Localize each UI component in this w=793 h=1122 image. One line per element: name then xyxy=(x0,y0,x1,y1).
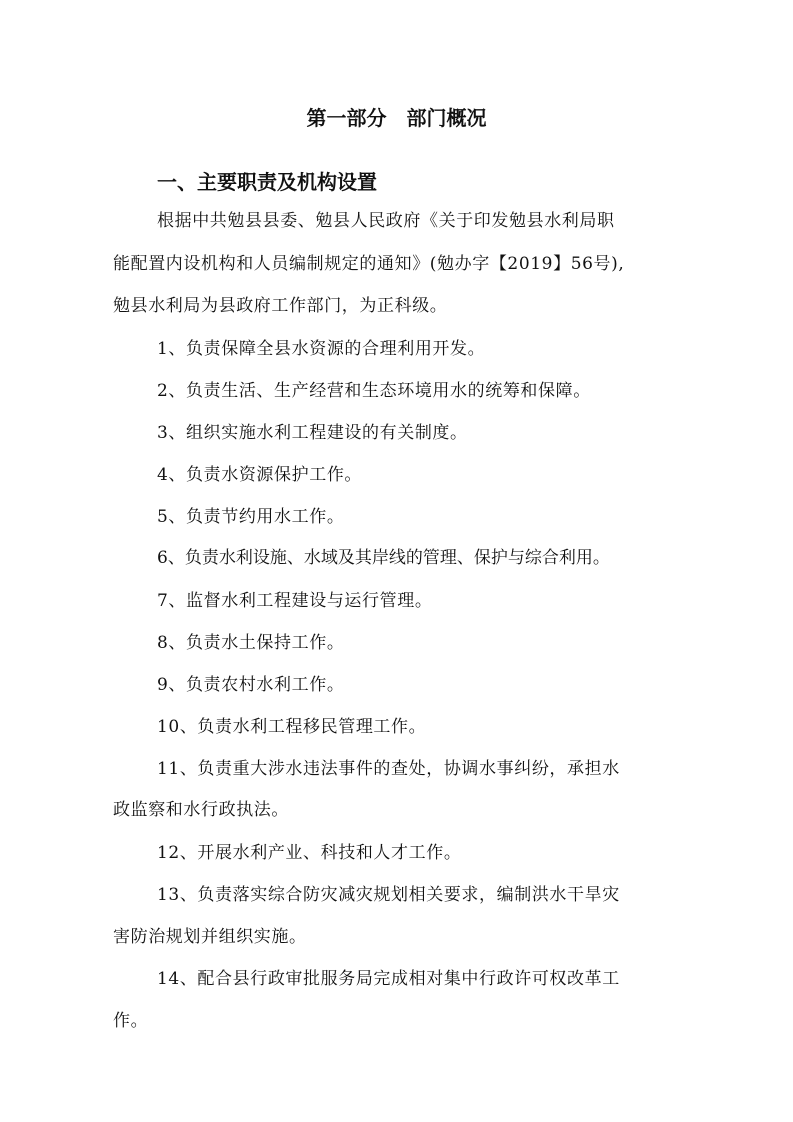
duty-item-5: 5、负责节约用水工作。 xyxy=(157,507,345,527)
duty-item-9: 9、负责农村水利工作。 xyxy=(157,675,345,695)
duty-item-14-continuation: 作。 xyxy=(113,1011,149,1031)
duty-item-1: 1、负责保障全县水资源的合理利用开发。 xyxy=(157,339,486,359)
page-title: 第一部分 部门概况 xyxy=(306,106,487,130)
duty-item-12: 12、开展水利产业、科技和人才工作。 xyxy=(157,843,462,863)
duty-item-2: 2、负责生活、生产经营和生态环境用水的统筹和保障。 xyxy=(157,381,591,401)
duty-item-6: 6、负责水利设施、水域及其岸线的管理、保护与综合利用。 xyxy=(157,548,610,568)
duty-item-11: 11、负责重大涉水违法事件的查处，协调水事纠纷，承担水 xyxy=(157,759,620,779)
duty-item-13: 13、负责落实综合防灾减灾规划相关要求，编制洪水干旱灾 xyxy=(157,885,620,905)
duty-item-13-continuation: 害防治规划并组织实施。 xyxy=(113,927,307,947)
duty-item-8: 8、负责水土保持工作。 xyxy=(157,633,345,653)
duty-item-10: 10、负责水利工程移民管理工作。 xyxy=(157,717,427,737)
intro-line: 能配置内设机构和人员编制规定的通知》(勉办字【2019】56号), xyxy=(113,254,625,274)
intro-line: 根据中共勉县县委、勉县人民政府《关于印发勉县水利局职 xyxy=(157,211,615,231)
duty-item-7: 7、监督水利工程建设与运行管理。 xyxy=(157,591,433,611)
duty-item-14: 14、配合县行政审批服务局完成相对集中行政许可权改革工 xyxy=(157,969,620,989)
duty-item-11-continuation: 政监察和水行政执法。 xyxy=(113,800,289,820)
duty-item-4: 4、负责水资源保护工作。 xyxy=(157,465,363,485)
duty-item-3: 3、组织实施水利工程建设的有关制度。 xyxy=(157,423,468,443)
intro-line: 勉县水利局为县政府工作部门，为正科级。 xyxy=(113,296,448,316)
section-heading: 一、主要职责及机构设置 xyxy=(157,170,377,194)
